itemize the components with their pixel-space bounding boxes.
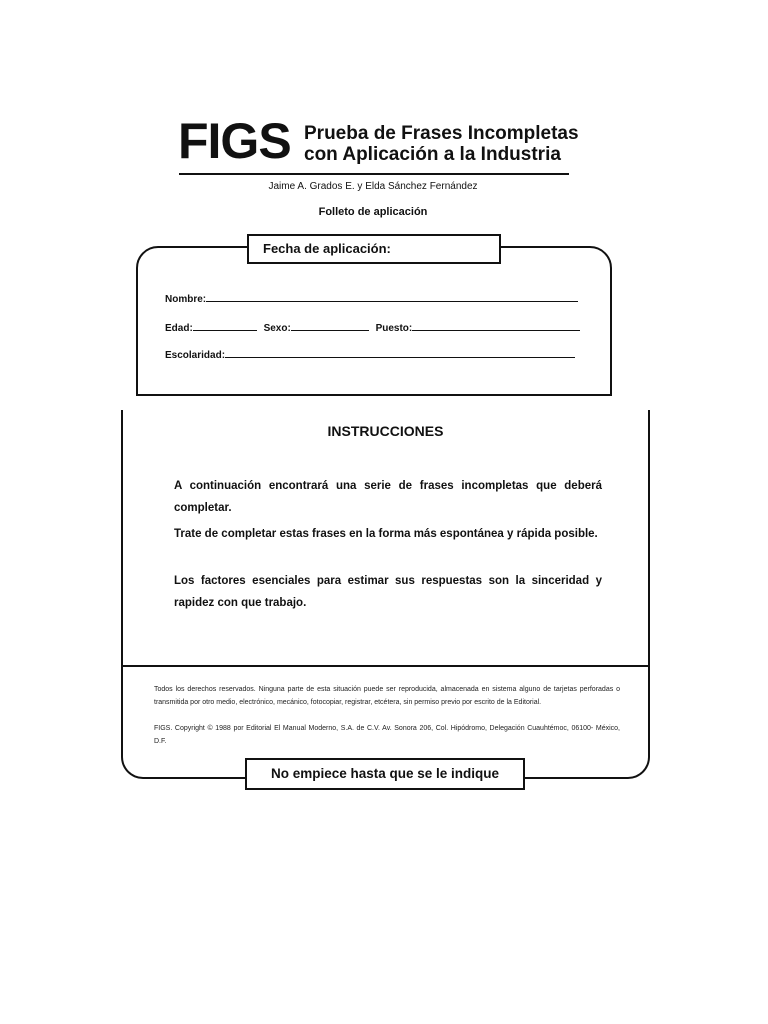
header-divider xyxy=(179,173,569,175)
instruction-paragraph: Trate de completar estas frases en la forma más espontánea y rápida posible. xyxy=(174,528,598,540)
brand-logo: FIGS xyxy=(178,113,291,169)
sex-field[interactable] xyxy=(291,320,369,331)
position-field[interactable] xyxy=(412,320,580,331)
age-label: Edad: xyxy=(165,323,193,334)
authors: Jaime A. Grados E. y Elda Sánchez Fernández xyxy=(268,181,478,192)
start-notice-box xyxy=(245,758,525,790)
name-field[interactable] xyxy=(206,291,578,302)
rights-notice: Todos los derechos reservados. Ninguna parte de esta situación puede ser reproducida, almacenada en sistema alguno de tarjetas perforadas o transmitida por otro medio, electrónico, mecánico, fotocopiar, registrar, etcétera, sin permiso previo por escrito de la Editorial. xyxy=(154,686,620,706)
copyright-notice: FIGS. Copyright © 1988 por Editorial El Manual Moderno, S.A. de C.V. Av. Sonora 206, Col. Hipódromo, Delegación Cuauhtémoc, 06100- México, D.F. xyxy=(154,725,620,745)
schooling-label: Escolaridad: xyxy=(165,350,226,361)
booklet-label: Folleto de aplicación xyxy=(318,206,428,218)
sex-label: Sexo: xyxy=(263,323,291,334)
age-field[interactable] xyxy=(193,320,257,331)
test-title-line2: con Aplicación a la Industria xyxy=(304,144,561,165)
instruction-paragraph: Los factores esenciales para estimar sus respuestas son la sinceridad y rapidez con que trabajo. xyxy=(174,575,602,609)
application-date-field[interactable] xyxy=(247,234,501,264)
position-label: Puesto: xyxy=(375,323,413,334)
name-label: Nombre: xyxy=(165,294,207,305)
application-date-label: Fecha de aplicación: xyxy=(263,241,391,256)
start-notice: No empiece hasta que se le indique xyxy=(270,766,500,781)
age-sex-position-row xyxy=(165,320,580,334)
schooling-row xyxy=(165,347,575,361)
name-row xyxy=(165,291,578,305)
legal-divider xyxy=(121,665,650,667)
instructions-title: INSTRUCCIONES xyxy=(327,423,444,439)
schooling-field[interactable] xyxy=(225,347,575,358)
test-title-line1: Prueba de Frases Incompletas xyxy=(304,123,579,144)
instruction-paragraph: A continuación encontrará una serie de frases incompletas que deberá completar. xyxy=(174,480,602,514)
